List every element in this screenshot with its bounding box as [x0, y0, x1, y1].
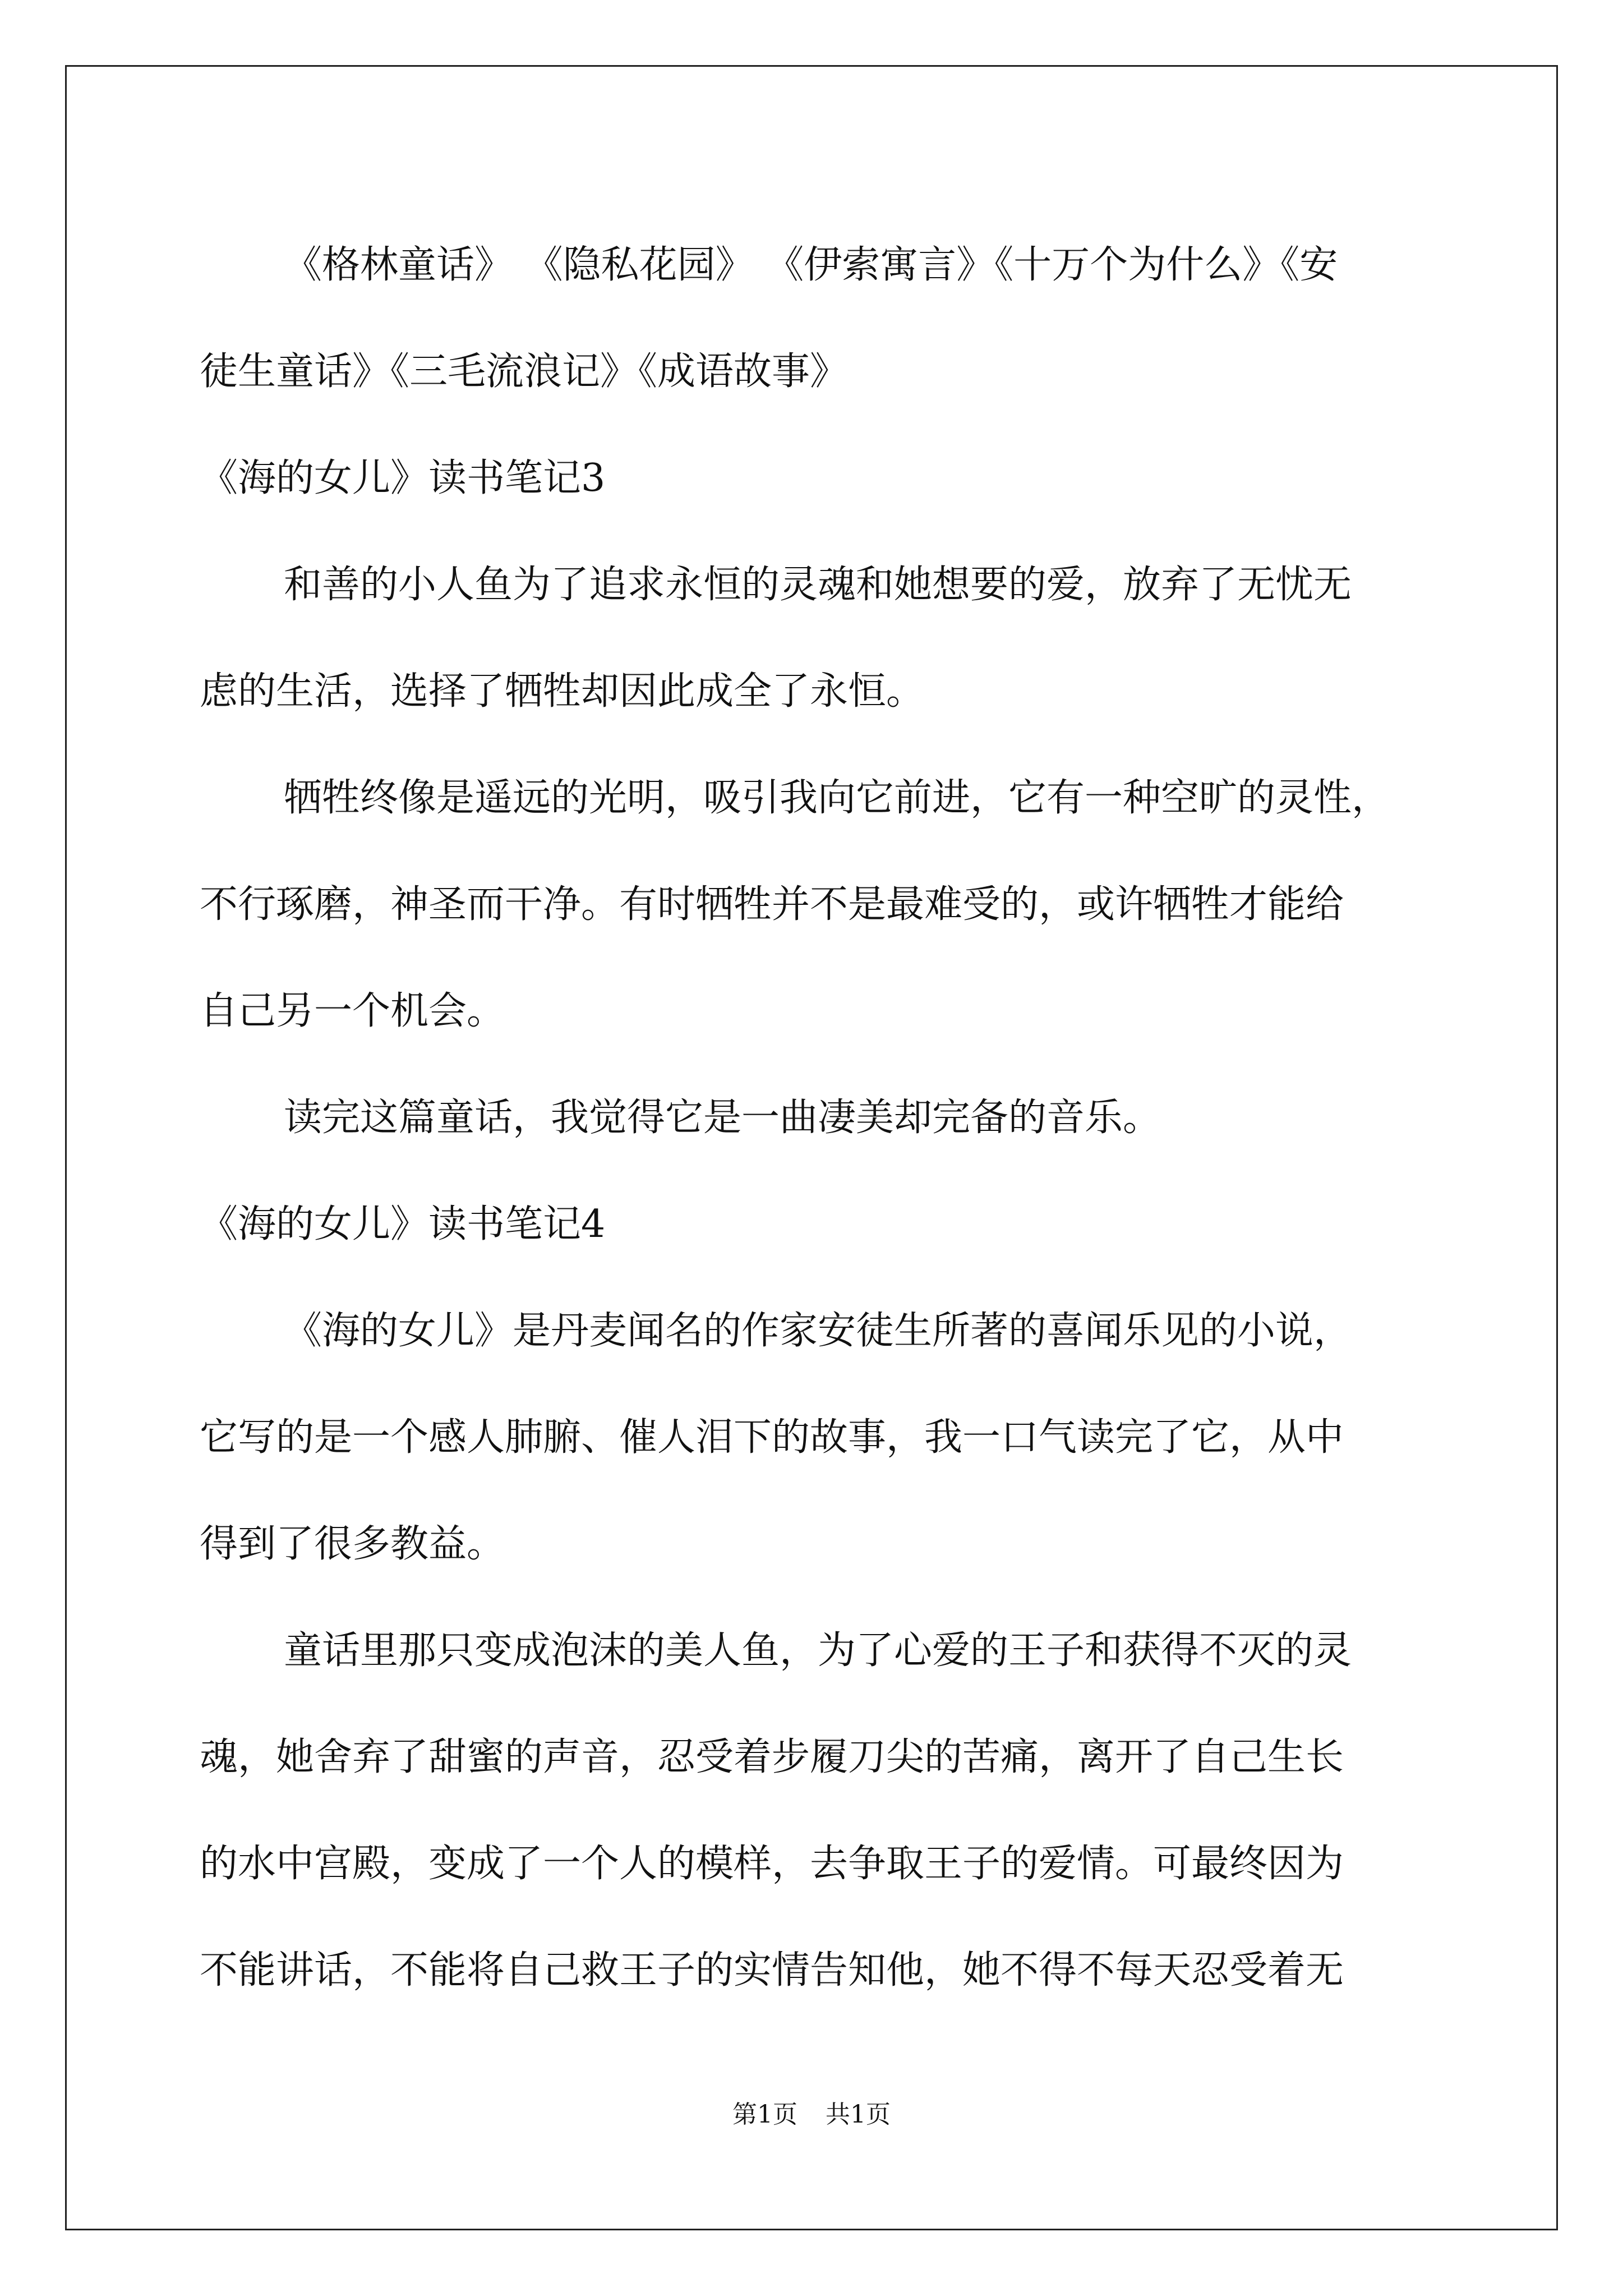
- document-body: [200, 212, 1428, 2024]
- paragraph-line: 自己另一个机会。: [200, 989, 505, 1033]
- paragraph-line: 《格林童话》 《隐私花园》 《伊索寓言》《十万个为什么》《安: [284, 243, 1338, 287]
- paragraph-line: 童话里那只变成泡沫的美人鱼，为了心爱的王子和获得不灭的灵: [284, 1628, 1352, 1673]
- paragraph-line: 它写的是一个感人肺腑、催人泪下的故事，我一口气读完了它，从中: [200, 1415, 1344, 1460]
- paragraph-line: 不行琢磨，神圣而干净。有时牺牲并不是最难受的，或许牺牲才能给: [200, 882, 1344, 927]
- paragraph-line: 和善的小人鱼为了追求永恒的灵魂和她想要的爱，放弃了无忧无: [284, 563, 1352, 607]
- paragraph-line: 徒生童话》《三毛流浪记》《成语故事》: [200, 349, 849, 394]
- page-number-current: 第1页: [732, 2100, 797, 2129]
- paragraph-line: 读完这篇童话，我觉得它是一曲凄美却完备的音乐。: [284, 1096, 1161, 1140]
- paragraph-line: 牺牲终像是遥远的光明，吸引我向它前进，它有一种空旷的灵性，: [284, 776, 1390, 820]
- paragraph-line: 不能讲话，不能将自己救王子的实情告知他，她不得不每天忍受着无: [200, 1948, 1344, 1993]
- paragraph-line: 《海的女儿》是丹麦闻名的作家安徒生所著的喜闻乐见的小说，: [284, 1309, 1352, 1353]
- paragraph-line: 的水中宫殿，变成了一个人的模样，去争取王子的爱情。可最终因为: [200, 1842, 1344, 1886]
- section-heading: 《海的女儿》读书笔记4: [200, 1202, 606, 1246]
- section-heading: 《海的女儿》读书笔记3: [200, 456, 606, 500]
- page-number-total: 共1页: [826, 2100, 891, 2129]
- paragraph-line: 虑的生活，选择了牺牲却因此成全了永恒。: [200, 669, 925, 714]
- page-footer: [0, 2098, 1623, 2132]
- paragraph-line: 魂，她舍弃了甜蜜的声音，忍受着步履刀尖的苦痛，离开了自己生长: [200, 1735, 1344, 1779]
- paragraph-line: 得到了很多教益。: [200, 1522, 505, 1566]
